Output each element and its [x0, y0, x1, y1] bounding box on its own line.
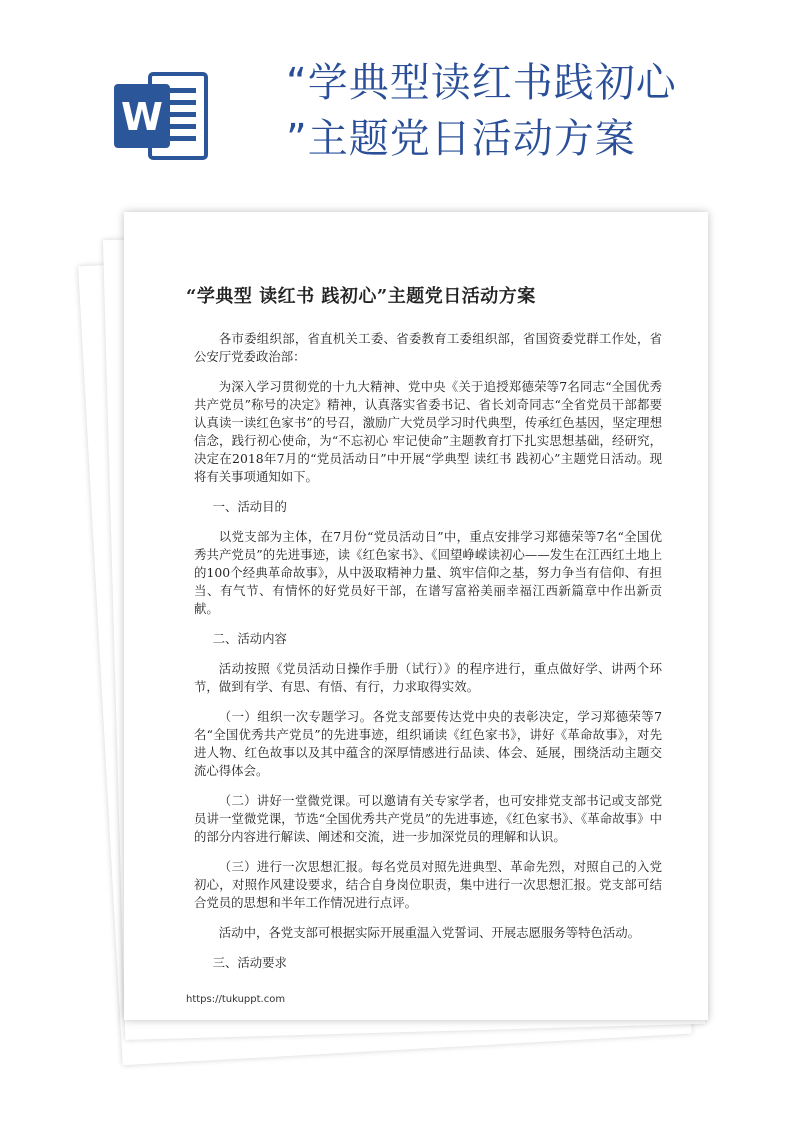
document-page [124, 212, 708, 1020]
body-paragraph: 活动中，各党支部可根据实际开展重温入党誓词、开展志愿服务等特色活动。 [218, 925, 641, 940]
section-heading: 一、活动目的 [212, 499, 287, 514]
section-heading: 三、活动要求 [212, 955, 287, 970]
section-heading: 二、活动内容 [212, 631, 287, 646]
footer-url: https://tukuppt.com [186, 994, 286, 1005]
document-body [194, 330, 662, 984]
word-icon-letter: W [121, 95, 163, 139]
body-paragraph: 以党支部为主体，在7月份“党员活动日”中，重点安排学习郑德荣等7名“全国优秀共产党员”的先进事迹，读《红色家书》、《回望峥嵘读初心——发生在江西红土地上的100个经典革命故事》，从中汲取精神力量、筑牢信仰之基，努力争当有信仰、有担当、有气节、有情怀的好党员好干部，在谱写富裕美丽幸福江西新篇章中作出新贡献。 [194, 529, 662, 616]
body-paragraph: （三）进行一次思想汇报。每名党员对照先进典型、革命先烈，对照自己的入党初心，对照作风建设要求，结合自身岗位职责，集中进行一次思想汇报。党支部可结合党员的思想和半年工作情况进行点评。 [194, 859, 662, 910]
body-paragraph: （二）讲好一堂微党课。可以邀请有关专家学者，也可安排党支部书记或支部党员讲一堂微党课，节选“全国优秀共产党员”的先进事迹，《红色家书》、《革命故事》中的部分内容进行解读、阐述和交流，进一步加深党员的理解和认识。 [194, 793, 662, 844]
document-title: “学典型 读红书 践初心”主题党日活动方案 [186, 286, 536, 307]
word-document-icon [112, 70, 214, 162]
banner-title-line-2: ”主题党日活动方案 [286, 116, 636, 162]
header [0, 0, 800, 210]
body-paragraph: 各市委组织部，省直机关工委、省委教育工委组织部，省国资委党群工作处，省公安厅党委政治部： [194, 331, 662, 364]
body-paragraph: 活动按照《党员活动日操作手册（试行）》的程序进行，重点做好学、讲两个环节，做到有学、有思、有悟、有行，力求取得实效。 [194, 661, 662, 694]
body-paragraph: 为深入学习贯彻党的十九大精神、党中央《关于追授郑德荣等7名同志“全国优秀共产党员”称号的决定》精神，认真落实省委书记、省长刘奇同志“全省党员干部都要认真读一读红色家书”的号召，激励广大党员学习时代典型，传承红色基因，坚定理想信念，践行初心使命，为“不忘初心 牢记使命”主题教育打下扎实思想基础，经研究，决定在2018年7月的“党员活动日”中开展“学典型 读红书 践初心”主题党日活动。现将有关事项通知如下。 [194, 379, 662, 484]
banner-title-line-1: “学典型读红书践初心 [286, 60, 677, 106]
body-paragraph: （一）组织一次专题学习。各党支部要传达党中央的表彰决定，学习郑德荣等7名“全国优秀共产党员”的先进事迹，组织诵读《红色家书》，讲好《革命故事》，对先进人物、红色故事以及其中蕴含的深厚情感进行品读、体会、延展，围绕活动主题交流心得体会。 [194, 709, 662, 778]
